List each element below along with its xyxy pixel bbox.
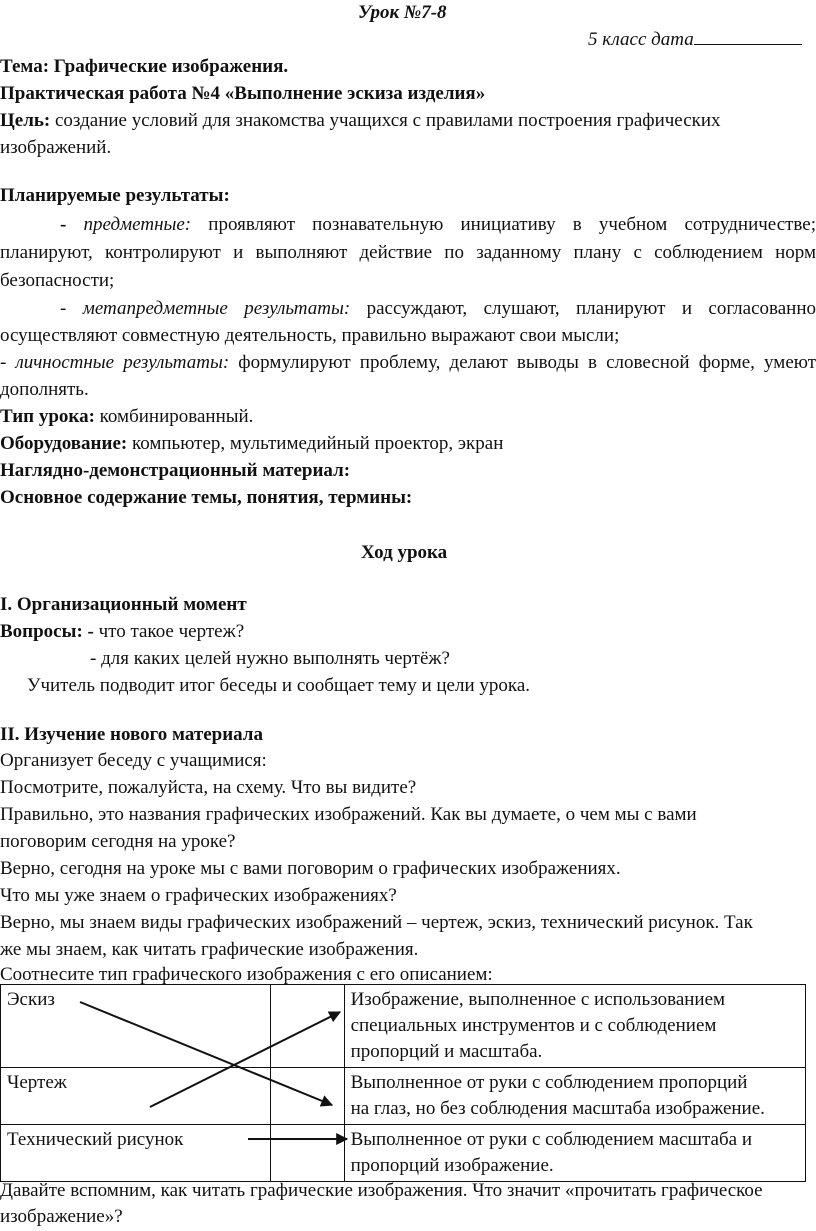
course-title: Ход урока xyxy=(361,542,448,563)
personal-dash: - xyxy=(0,352,16,373)
section2-p6-line1: Верно, мы знаем виды графических изображений – чертеж, эскиз, технический рисунок. Так xyxy=(0,912,753,933)
arrow-cell xyxy=(270,1125,344,1182)
topic: Тема: Графические изображения. xyxy=(0,56,289,77)
section2-p6-line2: же мы знаем, как читать графические изображения. xyxy=(0,939,419,960)
meta-results-line-2: осуществляют совместную деятельность, правильно выражают свои мысли; xyxy=(0,325,620,346)
section2-p5: Что мы уже знаем о графических изображениях? xyxy=(0,885,397,906)
section1-summary: Учитель подводит итог беседы и сообщает тему и цели урока. xyxy=(27,675,531,696)
subject-dash: - xyxy=(60,214,84,235)
type-cell: Чертеж xyxy=(1,1068,271,1125)
description-cell xyxy=(344,985,805,1068)
equipment-label: Оборудование: xyxy=(0,433,128,454)
table-row xyxy=(1,985,806,1068)
section2-p1: Организует беседу с учащимися: xyxy=(0,750,267,771)
question-1: что такое чертеж? xyxy=(93,621,245,642)
equipment xyxy=(0,431,503,457)
description-cell xyxy=(344,1068,805,1125)
subject-results-line-1 xyxy=(0,212,816,238)
meta-text-1: рассуждают, слушают, планируют и согласованно xyxy=(350,298,816,319)
date-blank-line xyxy=(694,26,802,45)
desc-line: на глаз, но без соблюдения масштаба изображение. xyxy=(350,1098,765,1119)
section2-p2: Посмотрите, пожалуйста, на схему. Что вы видите? xyxy=(0,777,417,798)
closing-line-1: Давайте вспомним, как читать графические изображения. Что значит «прочитать графическое xyxy=(0,1180,763,1201)
desc-line: Выполненное от руки с соблюдением пропорций xyxy=(350,1072,748,1093)
equipment-value: компьютер, мультимедийный проектор, экран xyxy=(127,433,504,454)
subject-results-line-2: планируют, контролируют и выполняют действие по заданному плану с соблюдением норм xyxy=(0,242,816,263)
question-2: - для каких целей нужно выполнять чертёж? xyxy=(90,648,450,669)
section2-p3-line1: Правильно, это названия графических изображений. Как вы думаете, о чем мы с вами xyxy=(0,804,697,825)
visual-material: Наглядно-демонстрационный материал: xyxy=(0,460,351,481)
subject-label: предметные: xyxy=(83,214,192,235)
desc-line: пропорций и масштаба. xyxy=(350,1041,543,1062)
desc-line: специальных инструментов и с соблюдением xyxy=(350,1015,717,1036)
section2-heading: II. Изучение нового материала xyxy=(0,724,263,745)
meta-label: метапредметные результаты: xyxy=(82,298,351,319)
personal-results-line-2: дополнять. xyxy=(0,379,89,400)
goal-text-2: изображений. xyxy=(0,137,112,158)
grade-date-label: 5 класс дата xyxy=(588,29,694,50)
section2-p3-line2: поговорим сегодня на уроке? xyxy=(0,831,236,852)
desc-line: Изображение, выполненное с использованием xyxy=(350,989,726,1010)
main-content: Основное содержание темы, понятия, термины: xyxy=(0,487,413,508)
practical-work-title: Практическая работа №4 «Выполнение эскиза изделия» xyxy=(0,83,486,104)
goal-label: Цель: xyxy=(0,110,51,131)
desc-line: Выполненное от руки с соблюдением масштаба и xyxy=(350,1129,753,1150)
questions-line-1 xyxy=(0,619,244,645)
arrow-cell xyxy=(270,985,344,1068)
section2-p4: Верно, сегодня на уроке мы с вами поговорим о графических изображениях. xyxy=(0,858,621,879)
lesson-number: Урок №7-8 xyxy=(358,2,447,23)
matching-table xyxy=(0,984,806,1182)
questions-label: Вопросы: - xyxy=(0,621,94,642)
type-cell: Эскиз xyxy=(1,985,271,1068)
section1-heading: I. Организационный момент xyxy=(0,594,247,615)
personal-text-1: формулируют проблему, делают выводы в словесной форме, умеют xyxy=(229,352,816,373)
personal-label: личностные результаты: xyxy=(15,352,230,373)
results-heading: Планируемые результаты: xyxy=(0,185,230,206)
personal-results-line-1 xyxy=(0,350,816,376)
desc-line: пропорций изображение. xyxy=(350,1155,554,1176)
arrow-cell xyxy=(270,1068,344,1125)
meta-dash: - xyxy=(60,298,83,319)
lesson-type-value: комбинированный. xyxy=(94,406,254,427)
closing-line-2: изображение»? xyxy=(0,1206,123,1227)
subject-text-1: проявляют познавательную инициативу в учебном сотрудничестве; xyxy=(191,214,816,235)
section2-p7: Соотнесите тип графического изображения с его описанием: xyxy=(0,964,493,985)
subject-results-line-3: безопасности; xyxy=(0,270,115,291)
lesson-type-label: Тип урока: xyxy=(0,406,95,427)
table-row xyxy=(1,1125,806,1182)
meta-results-line-1 xyxy=(0,296,816,322)
table-row xyxy=(1,1068,806,1125)
goal-text-1: создание условий для знакомства учащихся с правилами построения графических xyxy=(50,110,721,131)
description-cell xyxy=(344,1125,805,1182)
lesson-type xyxy=(0,404,253,430)
grade-date xyxy=(588,26,802,53)
type-cell: Технический рисунок xyxy=(1,1125,271,1182)
goal-line-1 xyxy=(0,108,721,134)
